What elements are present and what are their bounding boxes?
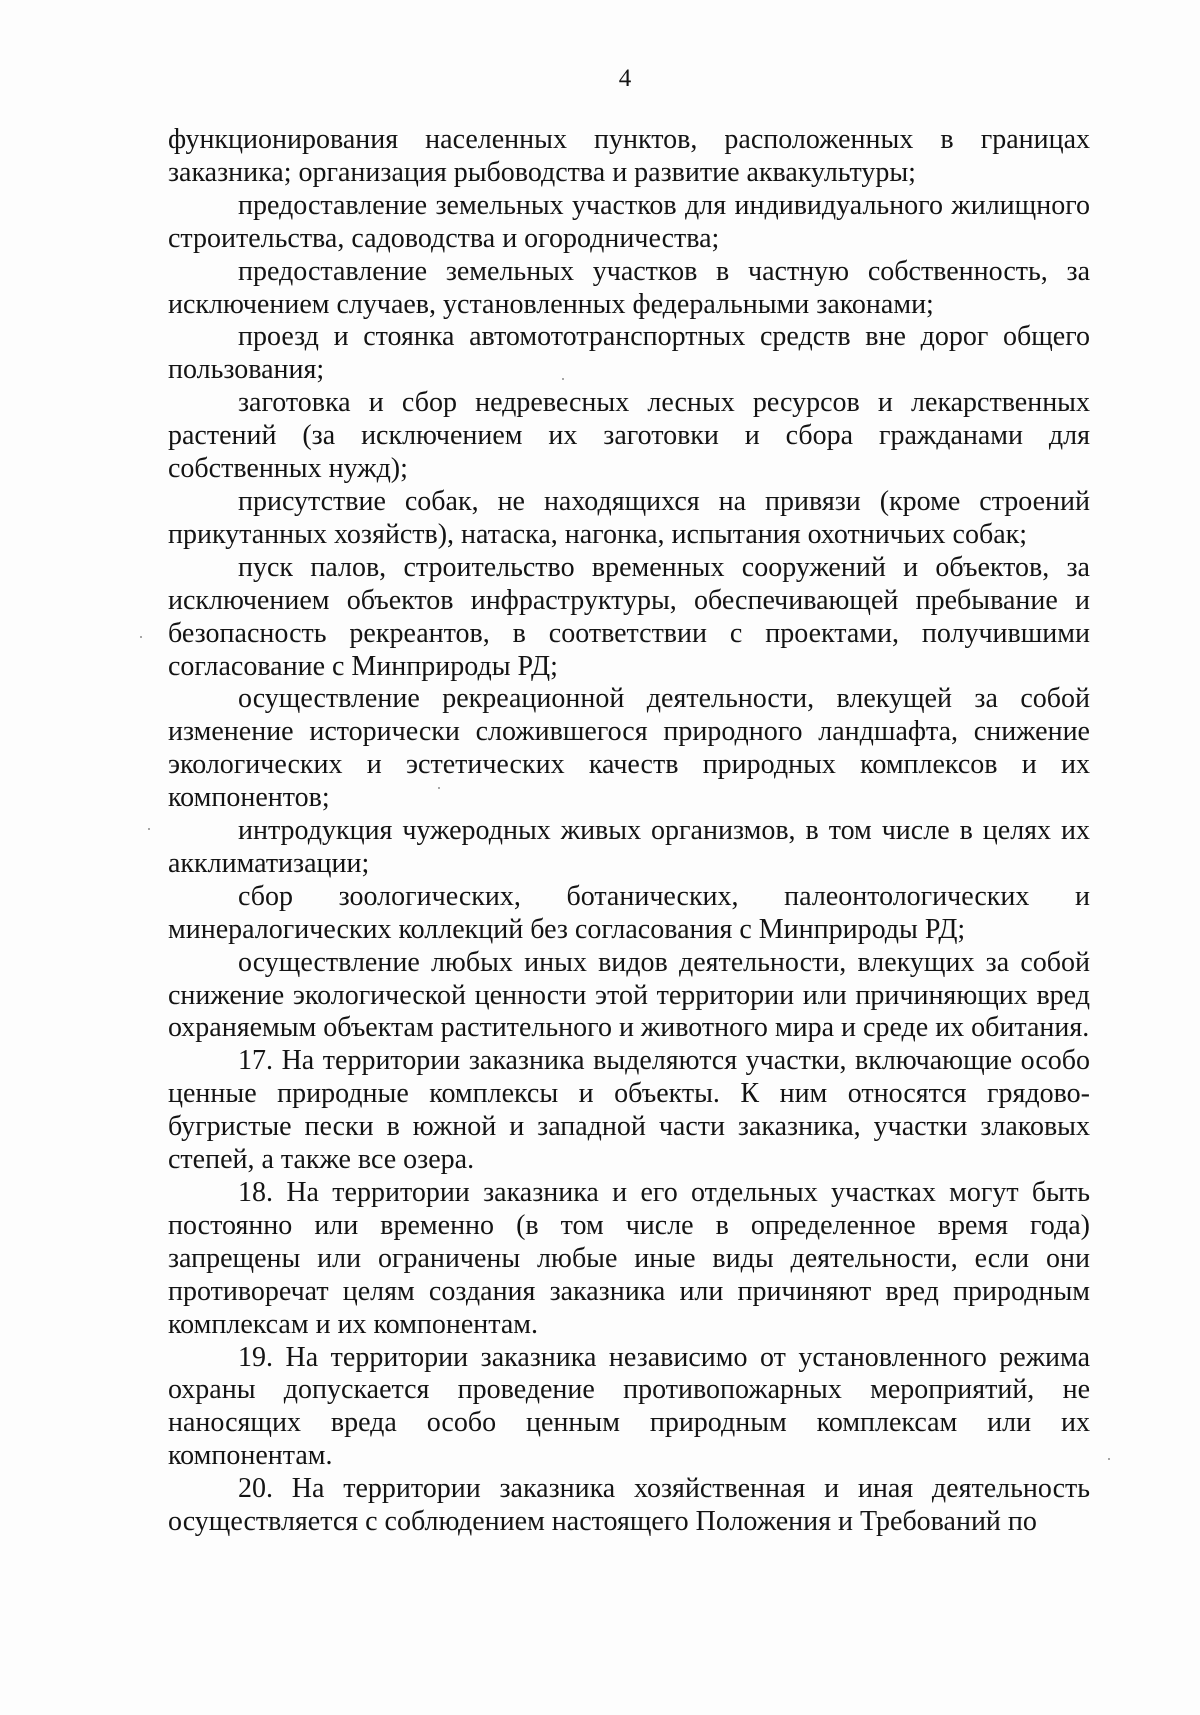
paragraph-prohibition-land-private-ownership: предоставление земельных участков в частную собственность, за исключением случаев, установленных федеральными законами; [168, 255, 1090, 320]
paragraph-prohibition-fires-construction: пуск палов, строительство временных сооружений и объектов, за исключением объектов инфраструктуры, обеспечивающей пребывание и безопасность рекреантов, в соответствии с проектами, получившими согласование с Минприроды РД; [168, 551, 1090, 682]
scan-speck [562, 378, 564, 380]
paragraph-prohibition-forest-resources: заготовка и сбор недревесных лесных ресурсов и лекарственных растений (за исключением их заготовки и сбора гражданами для собственных нужд); [168, 387, 1090, 485]
paragraph-prohibition-other-activities: осуществление любых иных видов деятельности, влекущих за собой снижение экологической ценности этой территории или причиняющих вред охраняемым объектам растительного и животного мира и среде их обитания. [168, 946, 1090, 1044]
paragraph-clause-20: 20. На территории заказника хозяйственная и иная деятельность осуществляется с соблюдением настоящего Положения и Требований по [168, 1473, 1090, 1538]
paragraph-prohibition-dogs: присутствие собак, не находящихся на привязи (кроме строений прикутанных хозяйств), натаска, нагонка, испытания охотничьих собак; [168, 485, 1090, 550]
paragraph-prohibition-introduction: интродукция чужеродных живых организмов, в том числе в целях их акклиматизации; [168, 815, 1090, 879]
paragraph-clause-19: 19. На территории заказника независимо от установленного режима охраны допускается проведение противопожарных мероприятий, не наносящих вреда особо ценным природным комплексам или их компонентам. [168, 1341, 1090, 1472]
paragraph-clause-17: 17. На территории заказника выделяются участки, включающие особо ценные природные комплексы и объекты. К ним относятся грядово-бугристые пески в южной и западной части заказника, участки злаковых степей, а также все озера. [168, 1045, 1090, 1176]
scan-speck [148, 828, 150, 830]
paragraph-continuation: функционирования населенных пунктов, расположенных в границах заказника; организация рыбоводства и развитие аквакультуры; [168, 124, 1090, 188]
paragraph-prohibition-collections: сбор зоологических, ботанических, палеонтологических и минералогических коллекций без согласования с Минприроды РД; [168, 880, 1090, 945]
paragraph-prohibition-vehicles: проезд и стоянка автомототранспортных средств вне дорог общего пользования; [168, 321, 1090, 386]
page-number: 4 [618, 65, 632, 92]
scan-speck [1108, 1458, 1110, 1460]
paragraph-prohibition-recreation: осуществление рекреационной деятельности, влекущей за собой изменение исторически сложившегося природного ландшафта, снижение экологических и эстетических качеств природных комплексов и их компонентов; [168, 683, 1090, 814]
document-body [168, 124, 1090, 1539]
scan-speck [140, 636, 142, 638]
paragraph-clause-18: 18. На территории заказника и его отдельных участках могут быть постоянно или временно (в том числе в определенное время года) запрещены или ограничены любые иные виды деятельности, если они противоречат целям создания заказника или причиняют вред природным комплексам и их компонентам. [168, 1177, 1090, 1340]
paragraph-prohibition-land-individual-construction: предоставление земельных участков для индивидуального жилищного строительства, садоводства и огородничества; [168, 189, 1090, 254]
scan-speck [438, 787, 440, 789]
